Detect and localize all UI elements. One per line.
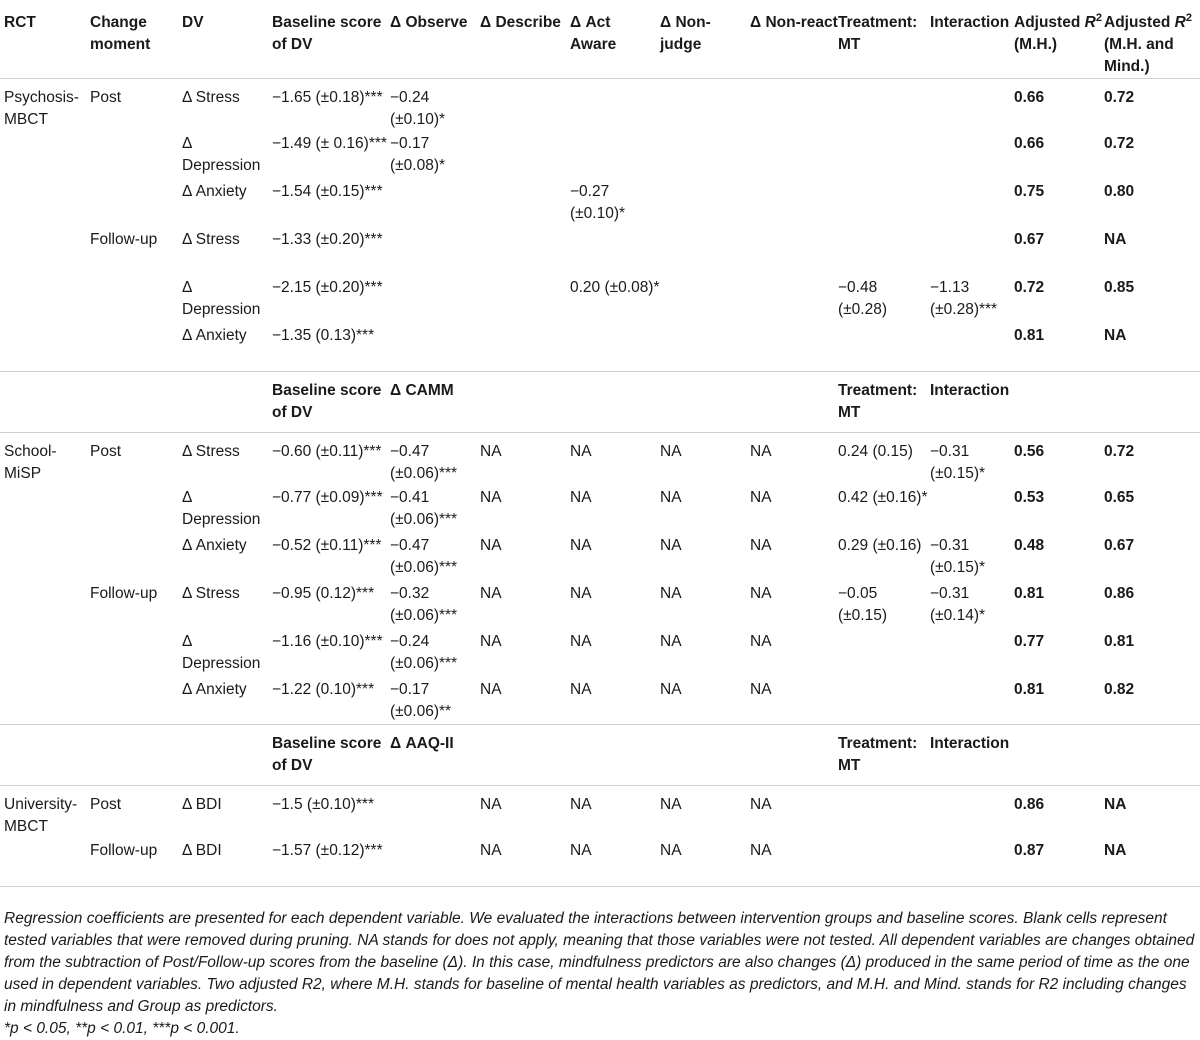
- table-body: [0, 79, 1200, 887]
- table-footnote: [4, 908, 1196, 1040]
- cell-dv: Δ Stress: [182, 79, 272, 132]
- cell-c5: [750, 179, 838, 227]
- table-row: [0, 677, 1200, 725]
- cell-dv: Δ BDI: [182, 838, 272, 886]
- cell-moment: [90, 323, 182, 371]
- cell-c2: [480, 275, 570, 323]
- cell-r1: 0.56: [1014, 432, 1104, 485]
- cell-c2: NA: [480, 677, 570, 725]
- subheader-empty-cell: [182, 371, 272, 432]
- subheader-empty-cell: [1104, 725, 1200, 786]
- subheader-mt: Treatment: MT: [838, 725, 930, 786]
- cell-rct: [0, 131, 90, 179]
- cell-rct: [0, 179, 90, 227]
- cell-dv: Δ Depression: [182, 279, 261, 318]
- cell-c2: [480, 227, 570, 275]
- cell-inter: [930, 131, 1014, 179]
- cell-dv: Δ Anxiety: [182, 536, 247, 554]
- cell-rct: University-MBCT: [0, 786, 90, 839]
- cell-r2: NA: [1104, 786, 1200, 839]
- cell-baseline: −0.52 (±0.11)***: [272, 536, 382, 554]
- subheader-empty-cell: [0, 371, 90, 432]
- cell-rct: [0, 323, 90, 371]
- cell-r2: NA: [1104, 231, 1127, 248]
- cell-r1: 0.75: [1014, 183, 1045, 200]
- cell-c4: NA: [660, 584, 682, 602]
- cell-r1: 0.66: [1014, 135, 1045, 152]
- cell-r2: 0.72: [1104, 79, 1200, 132]
- cell-rct: [0, 581, 90, 629]
- subheader-empty-cell: [90, 725, 182, 786]
- subheader-empty-cell: [660, 371, 750, 432]
- cell-r1: 0.81: [1014, 584, 1045, 602]
- col-header-observe: Δ Observe: [390, 14, 468, 31]
- cell-inter: −1.13 (±0.28)***: [930, 279, 998, 318]
- subheader-empty-cell: [1014, 371, 1104, 432]
- cell-moment: [90, 179, 182, 227]
- cell-moment: Post: [90, 432, 182, 485]
- cell-c4: [660, 323, 750, 371]
- col-header-change-moment: Change moment: [90, 14, 151, 53]
- cell-c3: NA: [570, 488, 592, 506]
- subheader-empty-cell: [480, 371, 570, 432]
- cell-r1: 0.81: [1014, 323, 1104, 371]
- cell-moment: [90, 131, 182, 179]
- cell-r1: 0.67: [1014, 231, 1045, 248]
- cell-moment: Post: [90, 786, 182, 839]
- cell-c2: NA: [480, 838, 570, 886]
- cell-c2: [480, 323, 570, 371]
- cell-c1: −0.24 (±0.06)***: [390, 632, 458, 672]
- cell-c4: NA: [660, 488, 682, 506]
- cell-c4: [660, 131, 750, 179]
- cell-baseline: −0.60 (±0.11)***: [272, 432, 390, 485]
- cell-dv: Δ Stress: [182, 231, 240, 248]
- cell-mt: [838, 629, 930, 677]
- cell-moment: [90, 677, 182, 725]
- col-header-adj-r2-mh: Adjusted $R^2$ (M.H.): [1014, 11, 1102, 53]
- col-header-adj-r2-mind: Adjusted $R^2$ (M.H. and Mind.): [1104, 11, 1192, 75]
- cell-mt: 0.29 (±0.16): [838, 536, 922, 554]
- cell-dv: Δ Anxiety: [182, 323, 272, 371]
- cell-moment: [90, 629, 182, 677]
- cell-dv: Δ Anxiety: [182, 183, 247, 200]
- table-row: [0, 432, 1200, 485]
- cell-c5: [750, 227, 838, 275]
- cell-dv: Δ Depression: [182, 632, 261, 672]
- col-header-treatment-mt: Treatment: MT: [838, 14, 918, 53]
- cell-r2: 0.85: [1104, 279, 1135, 296]
- cell-baseline: −1.35 (0.13)***: [272, 323, 390, 371]
- cell-inter: [930, 677, 1014, 725]
- cell-rct: School-MiSP: [0, 432, 90, 485]
- subheader-mt: Treatment: MT: [838, 371, 930, 432]
- table-row: [0, 227, 1200, 275]
- cell-inter: [930, 79, 1014, 132]
- cell-inter: [930, 838, 1014, 886]
- subheader-empty-cell: [750, 371, 838, 432]
- table-header-row: [0, 0, 1200, 79]
- cell-baseline: −1.49 (± 0.16)***: [272, 135, 387, 152]
- table-row: [0, 323, 1200, 371]
- cell-c2: NA: [480, 488, 502, 506]
- subheader-empty-cell: [570, 371, 660, 432]
- cell-r1: 0.48: [1014, 536, 1045, 554]
- subheader-empty-cell: [0, 725, 90, 786]
- cell-inter: [930, 786, 1014, 839]
- subheader-empty-cell: [570, 725, 660, 786]
- cell-c1: [390, 275, 480, 323]
- table-row: [0, 275, 1200, 323]
- cell-c3: NA: [570, 536, 592, 554]
- cell-c5: NA: [750, 632, 772, 650]
- cell-moment: Post: [90, 79, 182, 132]
- table-row: [0, 179, 1200, 227]
- cell-rct: [0, 677, 90, 725]
- significance-note: *p < 0.05, **p < 0.01, ***p < 0.001.: [4, 1020, 240, 1037]
- col-header-non-react: Δ Non-react: [750, 14, 838, 31]
- cell-baseline: −1.22 (0.10)***: [272, 677, 390, 725]
- cell-rct: [0, 533, 90, 581]
- cell-r2: 0.82: [1104, 677, 1200, 725]
- cell-inter: [930, 179, 1014, 227]
- cell-mt: [838, 786, 930, 839]
- cell-inter: −0.31 (±0.15)*: [930, 432, 1014, 485]
- cell-r1: 0.87: [1014, 838, 1104, 886]
- cell-c5: NA: [750, 536, 772, 554]
- cell-mt: [838, 227, 930, 275]
- cell-c1: [390, 179, 480, 227]
- cell-mt: −0.05 (±0.15): [838, 584, 887, 624]
- cell-r2: 0.72: [1104, 432, 1200, 485]
- cell-r1: 0.72: [1014, 279, 1045, 296]
- cell-moment: [90, 275, 182, 323]
- cell-c3: 0.20 (±0.08)*: [570, 279, 660, 296]
- cell-c2: [480, 131, 570, 179]
- cell-c4: [660, 275, 750, 323]
- section-subheader-row: [0, 371, 1200, 432]
- cell-baseline: −1.33 (±0.20)***: [272, 231, 383, 248]
- table-row: [0, 629, 1200, 677]
- cell-c2: [480, 179, 570, 227]
- cell-c4: NA: [660, 432, 750, 485]
- cell-baseline: −1.54 (±0.15)***: [272, 183, 383, 200]
- cell-c5: NA: [750, 488, 772, 506]
- subheader-empty-cell: [90, 371, 182, 432]
- subheader-inter: Interaction: [930, 371, 1014, 432]
- cell-c4: NA: [660, 786, 750, 839]
- cell-mt: −0.48 (±0.28): [838, 279, 887, 318]
- subheader-empty-cell: [1014, 725, 1104, 786]
- cell-r1: 0.77: [1014, 632, 1045, 650]
- cell-mt: 0.42 (±0.16)*: [838, 488, 928, 506]
- cell-baseline: −0.77 (±0.09)***: [272, 488, 383, 506]
- cell-mt: 0.24 (0.15): [838, 432, 930, 485]
- cell-r1: 0.53: [1014, 488, 1045, 506]
- cell-c5: NA: [750, 838, 838, 886]
- subheader-empty-cell: [1104, 371, 1200, 432]
- cell-dv: Δ Anxiety: [182, 677, 272, 725]
- cell-c3: [570, 131, 660, 179]
- cell-r2: 0.65: [1104, 488, 1135, 506]
- cell-c3: [570, 79, 660, 132]
- cell-c2: NA: [480, 584, 502, 602]
- cell-c5: [750, 131, 838, 179]
- subheader-baseline: Baseline score of DV: [272, 371, 390, 432]
- cell-r2: 0.80: [1104, 183, 1135, 200]
- cell-moment: [90, 533, 182, 581]
- subheader-empty-cell: [660, 725, 750, 786]
- table-row: [0, 533, 1200, 581]
- cell-c4: [660, 179, 750, 227]
- cell-c1: −0.41 (±0.06)***: [390, 488, 458, 528]
- cell-dv: Δ Stress: [182, 584, 240, 602]
- cell-c2: NA: [480, 536, 502, 554]
- subheader-inter: Interaction: [930, 725, 1014, 786]
- cell-c1: −0.24 (±0.10)*: [390, 79, 480, 132]
- cell-r2: 0.81: [1104, 632, 1135, 650]
- cell-r1: 0.66: [1014, 79, 1104, 132]
- cell-inter: [930, 629, 1014, 677]
- cell-c1: −0.32 (±0.06)***: [390, 584, 458, 624]
- cell-c3: [570, 227, 660, 275]
- subheader-baseline: Baseline score of DV: [272, 725, 390, 786]
- cell-c2: [480, 79, 570, 132]
- cell-dv: Δ Stress: [182, 432, 272, 485]
- cell-mt: [838, 323, 930, 371]
- cell-c3: NA: [570, 838, 660, 886]
- cell-inter: [930, 227, 1014, 275]
- cell-baseline: −1.16 (±0.10)***: [272, 632, 383, 650]
- cell-inter: −0.31 (±0.14)*: [930, 584, 986, 624]
- cell-r2: NA: [1104, 323, 1200, 371]
- cell-mt: [838, 179, 930, 227]
- table-row: [0, 838, 1200, 886]
- cell-c5: NA: [750, 432, 838, 485]
- cell-rct: Psychosis-MBCT: [0, 79, 90, 132]
- cell-rct: [0, 629, 90, 677]
- cell-c5: [750, 323, 838, 371]
- cell-rct: [0, 275, 90, 323]
- cell-r2: NA: [1104, 838, 1200, 886]
- table-row: [0, 485, 1200, 533]
- cell-c3: NA: [570, 632, 592, 650]
- cell-moment: Follow-up: [90, 231, 158, 248]
- cell-c3: −0.27 (±0.10)*: [570, 183, 626, 222]
- cell-rct: [0, 838, 90, 886]
- cell-c3: NA: [570, 432, 660, 485]
- cell-inter: [930, 485, 1014, 533]
- cell-c4: [660, 79, 750, 132]
- cell-c3: NA: [570, 677, 660, 725]
- cell-c5: [750, 275, 838, 323]
- cell-rct: [0, 485, 90, 533]
- cell-moment: Follow-up: [90, 838, 182, 886]
- col-header-act-aware: Δ Act Aware: [570, 14, 617, 53]
- cell-c1: [390, 786, 480, 839]
- cell-c5: NA: [750, 584, 772, 602]
- cell-c1: −0.17 (±0.06)**: [390, 677, 480, 725]
- cell-mt: [838, 677, 930, 725]
- col-header-describe: Δ Describe: [480, 14, 561, 31]
- cell-r2: 0.67: [1104, 536, 1135, 554]
- cell-c5: [750, 79, 838, 132]
- col-header-baseline: Baseline score of DV: [272, 14, 382, 53]
- table-row: [0, 581, 1200, 629]
- cell-mt: [838, 838, 930, 886]
- cell-baseline: −1.57 (±0.12)***: [272, 838, 390, 886]
- cell-c1: −0.47 (±0.06)***: [390, 536, 458, 576]
- cell-c2: NA: [480, 786, 570, 839]
- cell-mt: [838, 79, 930, 132]
- cell-r1: 0.81: [1014, 677, 1104, 725]
- cell-mt: [838, 131, 930, 179]
- subheader-empty-cell: [750, 725, 838, 786]
- cell-c4: NA: [660, 536, 682, 554]
- cell-c1: [390, 323, 480, 371]
- cell-c3: NA: [570, 584, 592, 602]
- table-row: [0, 131, 1200, 179]
- col-header-non-judge: Δ Non-judge: [660, 14, 711, 53]
- col-header-rct: RCT: [4, 14, 36, 31]
- section-subheader-row: [0, 725, 1200, 786]
- footnote-text: Regression coefficients are presented for each dependent variable. We evaluated the interactions between intervention groups and baseline scores. Blank cells represent tested variables that were removed during pruning. NA stands for does not apply, meaning that those variables were not tested. All dependent variables are changes obtained from the subtraction of Post/Follow-up scores from the baseline (Δ). In this case, mindfulness predictors are also changes (Δ) produced in the same period of time as the one used in dependent variables. Two adjusted R2, where M.H. stands for baseline of mental health variables as predictors, and M.H. and Mind. stands for R2 including changes in mindfulness and Group as predictors.: [4, 910, 1195, 1015]
- subheader-empty-cell: [480, 725, 570, 786]
- cell-baseline: −1.65 (±0.18)***: [272, 79, 390, 132]
- cell-rct: [0, 227, 90, 275]
- cell-c3: NA: [570, 786, 660, 839]
- subheader-c1: Δ AAQ-II: [390, 725, 480, 786]
- cell-c1: [390, 838, 480, 886]
- cell-c4: [660, 227, 750, 275]
- cell-c3: [570, 323, 660, 371]
- cell-c5: NA: [750, 677, 838, 725]
- cell-c2: NA: [480, 632, 502, 650]
- cell-c4: NA: [660, 677, 750, 725]
- cell-dv: Δ Depression: [182, 488, 261, 528]
- col-header-dv: DV: [182, 14, 204, 31]
- col-header-interaction: Interaction: [930, 14, 1010, 31]
- cell-c4: NA: [660, 632, 682, 650]
- cell-baseline: −2.15 (±0.20)***: [272, 279, 383, 296]
- subheader-c1: Δ CAMM: [390, 371, 480, 432]
- cell-moment: Follow-up: [90, 584, 158, 602]
- table-row: [0, 786, 1200, 839]
- cell-r2: 0.86: [1104, 584, 1135, 602]
- cell-r1: 0.86: [1014, 786, 1104, 839]
- cell-inter: [930, 323, 1014, 371]
- cell-c5: NA: [750, 786, 838, 839]
- cell-c1: −0.47 (±0.06)***: [390, 432, 480, 485]
- cell-c2: NA: [480, 432, 570, 485]
- cell-baseline: −0.95 (0.12)***: [272, 584, 375, 602]
- cell-c1: [390, 227, 480, 275]
- cell-r2: 0.72: [1104, 135, 1135, 152]
- cell-moment: [90, 485, 182, 533]
- cell-baseline: −1.5 (±0.10)***: [272, 786, 390, 839]
- cell-c4: NA: [660, 838, 750, 886]
- cell-inter: −0.31 (±0.15)*: [930, 536, 986, 576]
- cell-dv: Δ BDI: [182, 786, 272, 839]
- subheader-empty-cell: [182, 725, 272, 786]
- table-row: [0, 79, 1200, 132]
- cell-c1: −0.17 (±0.08)*: [390, 135, 446, 174]
- cell-dv: Δ Depression: [182, 135, 261, 174]
